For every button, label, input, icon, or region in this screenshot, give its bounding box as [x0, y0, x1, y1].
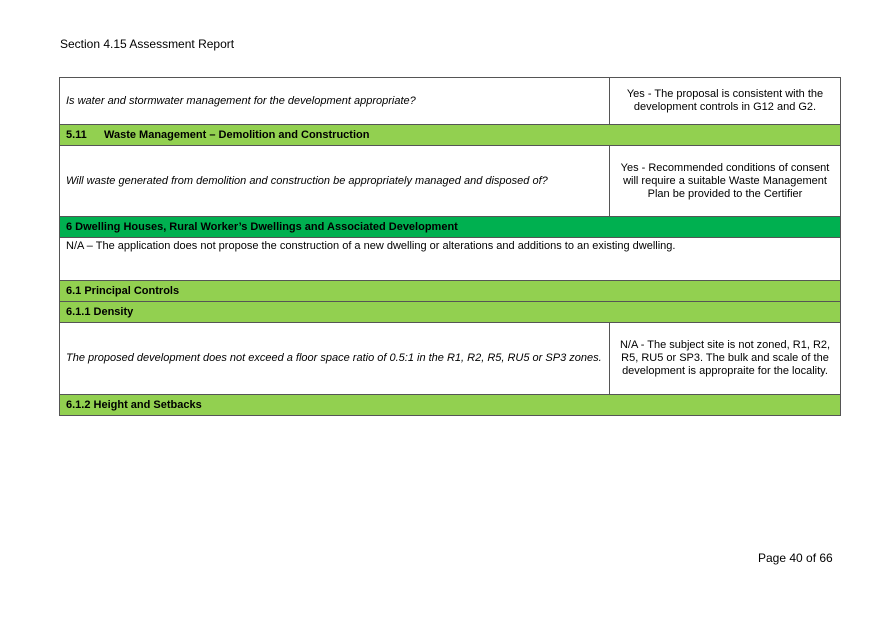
waste-section-title: Waste Management – Demolition and Construction [104, 128, 370, 141]
assessment-table [59, 77, 841, 416]
principal-heading: 6.1 Principal Controls [60, 281, 841, 302]
section-row-principal [60, 281, 841, 302]
waste-heading [60, 125, 841, 146]
density-question: The proposed development does not exceed a floor space ratio of 0.5:1 in the R1, R2, R5, RU5 or SP3 zones. [60, 323, 610, 395]
table-row [60, 78, 841, 125]
page-number: Page 40 of 66 [758, 551, 833, 565]
waste-section-number: 5.11 [66, 128, 87, 141]
waste-answer: Yes - Recommended conditions of consent will require a suitable Waste Management Plan be provided to the Certifier [610, 146, 841, 217]
section-row-dwelling [60, 217, 841, 238]
height-heading: 6.1.2 Height and Setbacks [60, 395, 841, 416]
report-header: Section 4.15 Assessment Report [60, 37, 235, 51]
dwelling-heading: 6 Dwelling Houses, Rural Worker’s Dwellings and Associated Development [60, 217, 841, 238]
density-heading: 6.1.1 Density [60, 302, 841, 323]
section-row-density [60, 302, 841, 323]
water-question: Is water and stormwater management for the development appropriate? [60, 78, 610, 125]
dwelling-note: N/A – The application does not propose the construction of a new dwelling or alterations and additions to an existing dwelling. [60, 238, 841, 281]
table-row [60, 238, 841, 281]
section-row-height [60, 395, 841, 416]
waste-question: Will waste generated from demolition and construction be appropriately managed and disposed of? [60, 146, 610, 217]
water-answer: Yes - The proposal is consistent with the development controls in G12 and G2. [610, 78, 841, 125]
table-row [60, 323, 841, 395]
section-row-waste [60, 125, 841, 146]
table-row [60, 146, 841, 217]
density-answer: N/A - The subject site is not zoned, R1, R2, R5, RU5 or SP3. The bulk and scale of the development is appropraite for the locality. [610, 323, 841, 395]
